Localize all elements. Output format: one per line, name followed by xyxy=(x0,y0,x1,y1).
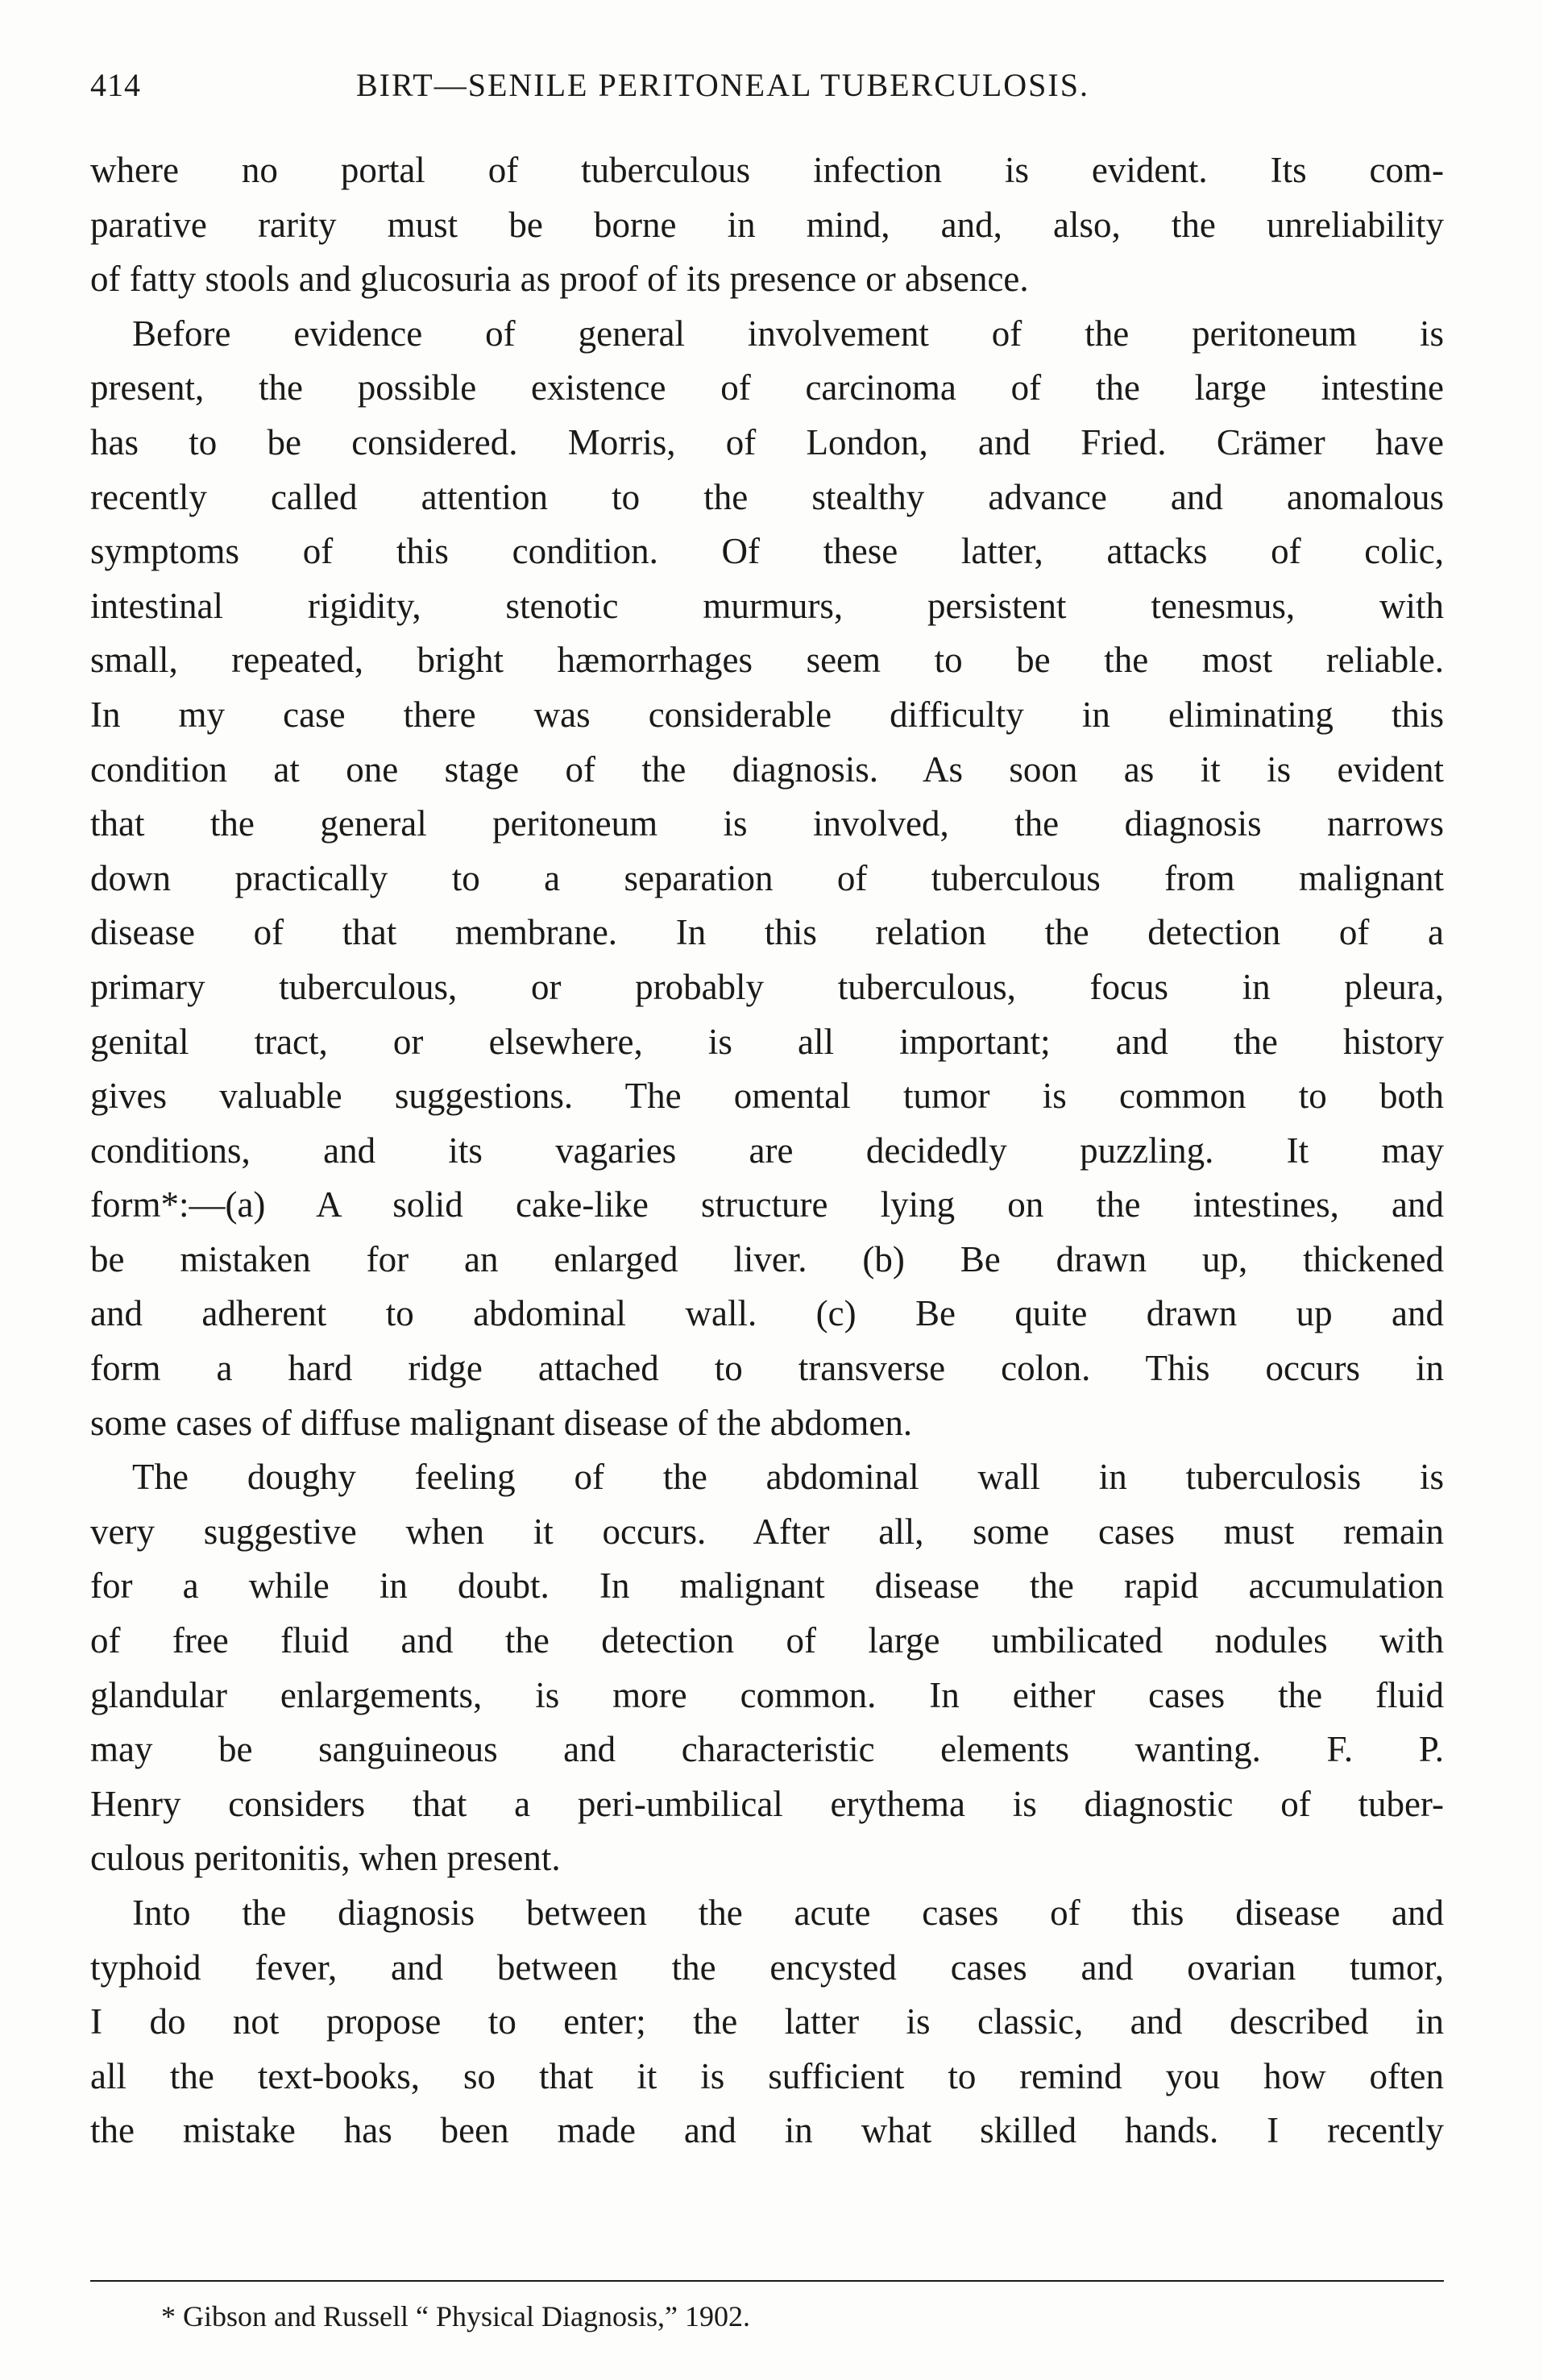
text-line: intestinal rigidity, stenotic murmurs, persistent tenesmus, with xyxy=(90,585,1444,626)
text-line: symptoms of this condition. Of these latter, attacks of colic, xyxy=(90,531,1444,572)
text-line: condition at one stage of the diagnosis. As soon as it is evident xyxy=(90,748,1444,790)
text-line: form a hard ridge attached to transverse colon. This occurs in xyxy=(90,1348,1444,1389)
text-line: recently called attention to the stealthy advance and anomalous xyxy=(90,476,1444,517)
text-line: all the text-books, so that it is sufficient to remind you how often xyxy=(90,2055,1444,2096)
text-line: culous peritonitis, when present. xyxy=(90,1838,561,1879)
footnote: * Gibson and Russell “ Physical Diagnosis,” 1902. xyxy=(161,2300,750,2332)
text-line: genital tract, or elsewhere, is all important; and the history xyxy=(90,1021,1444,1062)
text-line: disease of that membrane. In this relation the detection of a xyxy=(90,912,1444,953)
text-line: Before evidence of general involvement of the peritoneum is xyxy=(132,313,1444,354)
footnote-rule xyxy=(90,2280,1444,2282)
text-line: conditions, and its vagaries are decidedly puzzling. It may xyxy=(90,1130,1444,1171)
text-line: In my case there was considerable difficulty in eliminating this xyxy=(90,694,1444,735)
text-line: some cases of diffuse malignant disease of the abdomen. xyxy=(90,1402,913,1443)
running-title: BIRT—SENILE PERITONEAL TUBERCULOSIS. xyxy=(356,67,1089,103)
text-line: Henry considers that a peri-umbilical erythema is diagnostic of tuber- xyxy=(90,1783,1444,1824)
text-line: form*:—(a) A solid cake-like structure lying on the intestines, and xyxy=(90,1184,1444,1225)
text-line: for a while in doubt. In malignant disease the rapid accumulation xyxy=(90,1565,1444,1607)
text-line: down practically to a separation of tuberculous from malignant xyxy=(90,857,1444,898)
text-line: be mistaken for an enlarged liver. (b) Be drawn up, thickened xyxy=(90,1238,1444,1279)
text-line: has to be considered. Morris, of London, and Fried. Crämer have xyxy=(90,421,1444,462)
page-number: 414 xyxy=(90,67,141,103)
text-line: typhoid fever, and between the encysted cases and ovarian tumor, xyxy=(90,1947,1444,1988)
text-line: Into the diagnosis between the acute cases of this disease and xyxy=(132,1893,1444,1933)
running-header xyxy=(90,61,1444,110)
text-line: the mistake has been made and in what skilled hands. I recently xyxy=(90,2110,1444,2151)
text-line: where no portal of tuberculous infection is evident. Its com- xyxy=(90,150,1444,190)
text-line: primary tuberculous, or probably tuberculous, focus in pleura, xyxy=(90,966,1444,1007)
text-line: that the general peritoneum is involved, the diagnosis narrows xyxy=(90,803,1444,844)
text-line: very suggestive when it occurs. After all, some cases must remain xyxy=(90,1511,1444,1552)
text-line: The doughy feeling of the abdominal wall in tuberculosis is xyxy=(132,1457,1444,1498)
text-line: present, the possible existence of carcinoma of the large intestine xyxy=(90,367,1444,408)
text-line: I do not propose to enter; the latter is classic, and described in xyxy=(90,2001,1444,2042)
text-line: of fatty stools and glucosuria as proof of its presence or absence. xyxy=(90,259,1029,300)
text-line: parative rarity must be borne in mind, and, also, the unreliability xyxy=(90,204,1444,245)
text-line: glandular enlargements, is more common. In either cases the fluid xyxy=(90,1674,1444,1715)
text-line: of free fluid and the detection of large umbilicated nodules with xyxy=(90,1620,1444,1661)
text-line: small, repeated, bright hæmorrhages seem to be the most reliable. xyxy=(90,640,1444,681)
text-line: gives valuable suggestions. The omental tumor is common to both xyxy=(90,1076,1444,1117)
text-line: and adherent to abdominal wall. (c) Be quite drawn up and xyxy=(90,1293,1444,1334)
body-text xyxy=(90,143,1444,2158)
text-line: may be sanguineous and characteristic elements wanting. F. P. xyxy=(90,1729,1444,1770)
